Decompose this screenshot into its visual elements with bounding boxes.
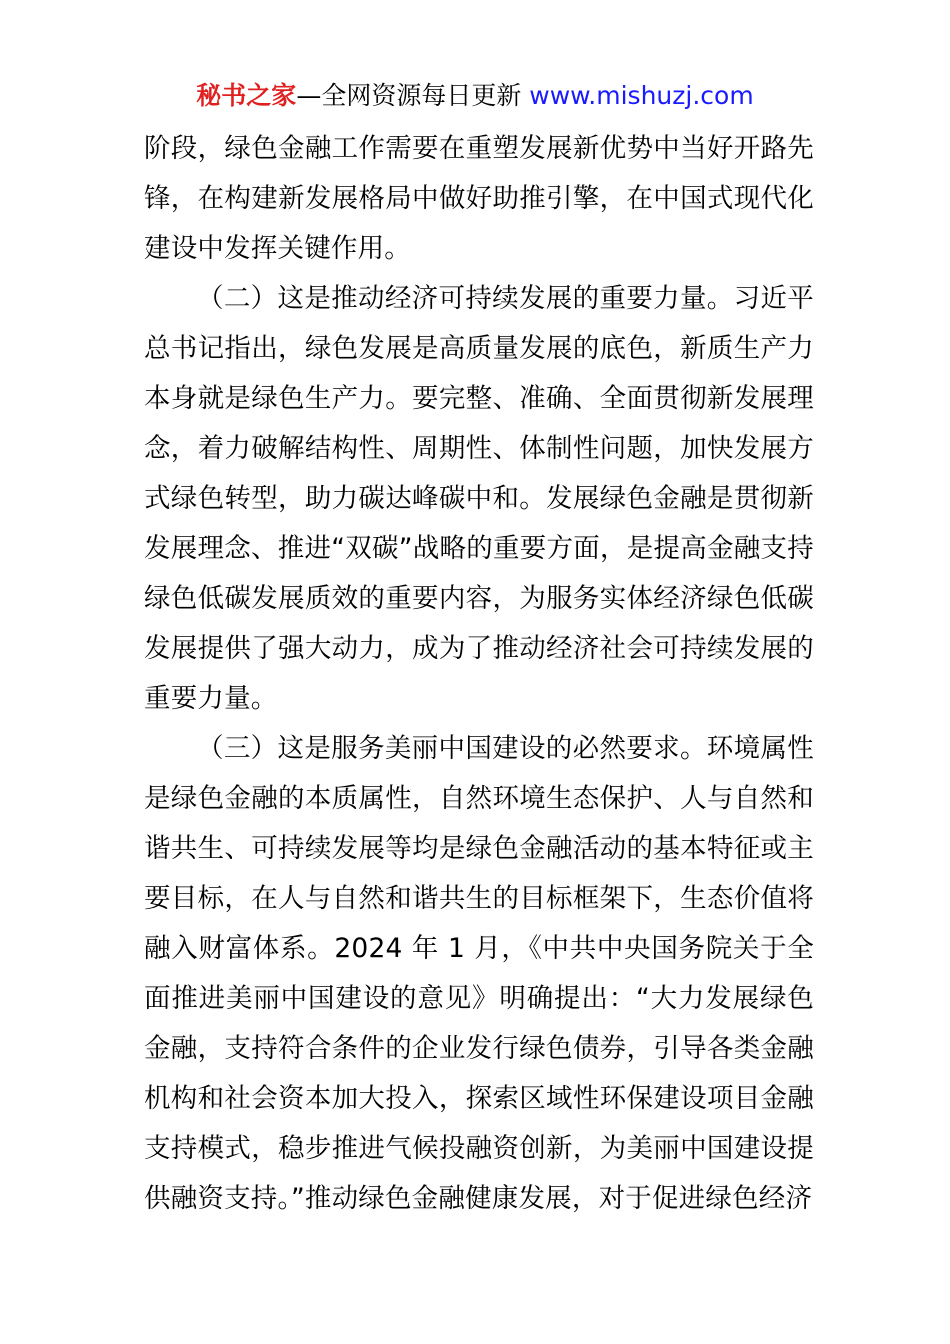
header-brand: 秘书之家: [196, 81, 297, 110]
paragraph-2: （二）这是推动经济可持续发展的重要力量。习近平总书记指出，绿色发展是高质量发展的底色，新质生产力本身就是绿色生产力。要完整、准确、全面贯彻新发展理念，着力破解结构性、周期性、体制性问题，加快发展方式绿色转型，助力碳达峰碳中和。发展绿色金融是贯彻新发展理念、推进“双碳”战略的重要方面，是提高金融支持绿色低碳发展质效的重要内容，为服务实体经济绿色低碳发展提供了强大动力，成为了推动经济社会可持续发展的重要力量。: [144, 283, 814, 714]
page-header: [0, 80, 950, 112]
document-body: [144, 124, 814, 1224]
paragraph-3: （三）这是服务美丽中国建设的必然要求。环境属性是绿色金融的本质属性，自然环境生态保护、人与自然和谐共生、可持续发展等均是绿色金融活动的基本特征或主要目标，在人与自然和谐共生的目标框架下，生态价值将融入财富体系。2024 年 1 月，《中共中央国务院关于全面推进美丽中国建设的意见》明确提出：“大力发展绿色金融，支持符合条件的企业发行绿色债券，引导各类金融机构和社会资本加大投入，探索区域性环保建设项目金融支持模式，稳步推进气候投融资创新，为美丽中国建设提供融资支持。”推动绿色金融健康发展，对于促进绿色经济: [144, 733, 814, 1214]
paragraph-1: 阶段，绿色金融工作需要在重塑发展新优势中当好开路先锋，在构建新发展格局中做好助推引擎，在中国式现代化建设中发挥关键作用。: [144, 133, 814, 264]
header-site-link[interactable]: www.mishuzj.com: [529, 81, 754, 110]
header-tagline: —全网资源每日更新: [296, 81, 530, 110]
